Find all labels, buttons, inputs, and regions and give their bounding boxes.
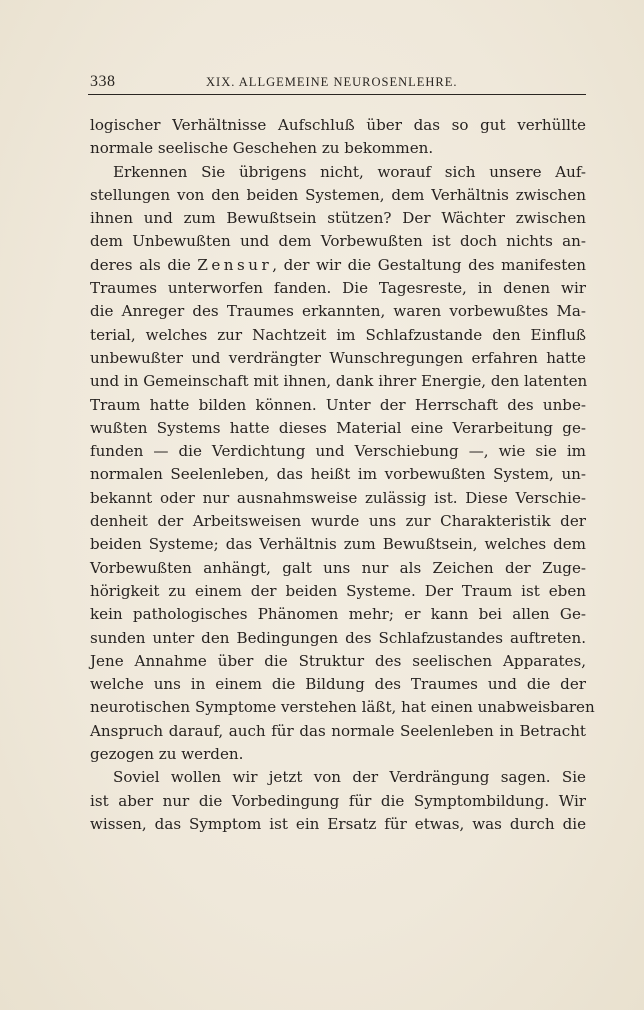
text-line: Vorbewußten anhängt, galt uns nur als Zeichen der Zuge- xyxy=(90,558,586,577)
text-line: wußten Systems hatte dieses Material eine Verarbeitung ge- xyxy=(90,418,586,437)
text-line: Traum hatte bilden können. Unter der Herrschaft des unbe- xyxy=(90,395,586,414)
text-run: deres als die xyxy=(90,255,198,274)
text-line: normalen Seelenleben, das heißt im vorbewußten System, un- xyxy=(90,465,586,484)
text-line: Erkennen Sie übrigens nicht, worauf sich unsere Auf- xyxy=(113,162,586,181)
text-line xyxy=(90,254,586,277)
text-line: welche uns in einem die Bildung des Traumes und die der xyxy=(90,675,586,694)
text-line: Jene Annahme über die Struktur des seelischen Apparates, xyxy=(90,651,586,670)
text-line: unbewußter und verdrängter Wunschregungen erfahren hatte xyxy=(90,348,586,367)
text-line: sunden unter den Bedingungen des Schlafzustandes auftreten. xyxy=(90,628,586,647)
page-number: 338 xyxy=(90,73,116,90)
text-run: , der wir die Gestaltung des manifesten xyxy=(272,255,586,274)
text-line: ihnen und zum Bewußtsein stützen? Der Wächter zwischen xyxy=(90,209,586,228)
body-text xyxy=(90,114,595,836)
text-line: terial, welches zur Nachtzeit im Schlafzustande den Einfluß xyxy=(90,325,586,344)
text-line: bekannt oder nur ausnahmsweise zulässig ist. Diese Verschie- xyxy=(90,488,586,507)
text-line: gezogen zu werden. xyxy=(90,745,244,764)
text-line: dem Unbewußten und dem Vorbewußten ist doch nichts an- xyxy=(90,232,586,251)
running-title: XIX. ALLGEMEINE NEUROSENLEHRE. xyxy=(206,75,458,89)
text-line: Anspruch darauf, auch für das normale Seelenleben in Betracht xyxy=(90,721,586,740)
text-line: stellungen von den beiden Systemen, dem Verhältnis zwischen xyxy=(90,185,586,204)
text-line: beiden Systeme; das Verhältnis zum Bewußtsein, welches dem xyxy=(90,535,586,554)
text-line: und in Gemeinschaft mit ihnen, dank ihrer Energie, den latenten xyxy=(90,372,588,391)
text-line: Soviel wollen wir jetzt von der Verdrängung sagen. Sie xyxy=(113,768,586,787)
text-line: funden — die Verdichtung und Verschiebung —, wie sie im xyxy=(90,442,586,461)
emphasized-word: Zensur xyxy=(197,255,273,274)
text-line: kein pathologisches Phänomen mehr; er kann bei allen Ge- xyxy=(90,605,586,624)
text-line: neurotischen Symptome verstehen läßt, hat einen unabweisbaren xyxy=(90,698,595,717)
text-line: hörigkeit zu einem der beiden Systeme. Der Traum ist eben xyxy=(90,581,586,600)
text-line: wissen, das Symptom ist ein Ersatz für etwas, was durch die xyxy=(90,814,586,833)
text-line: denheit der Arbeitsweisen wurde uns zur Charakteristik der xyxy=(90,512,586,531)
text-line: Traumes unterworfen fanden. Die Tagesreste, in denen wir xyxy=(90,279,586,298)
text-line: normale seelische Geschehen zu bekommen. xyxy=(90,139,434,158)
text-line: die Anreger des Traumes erkannten, waren vorbewußtes Ma- xyxy=(90,302,586,321)
text-line: ist aber nur die Vorbedingung für die Symptombildung. Wir xyxy=(90,791,586,810)
running-head xyxy=(88,72,586,95)
text-line: logischer Verhältnisse Aufschluß über das so gut verhüllte xyxy=(90,116,586,134)
